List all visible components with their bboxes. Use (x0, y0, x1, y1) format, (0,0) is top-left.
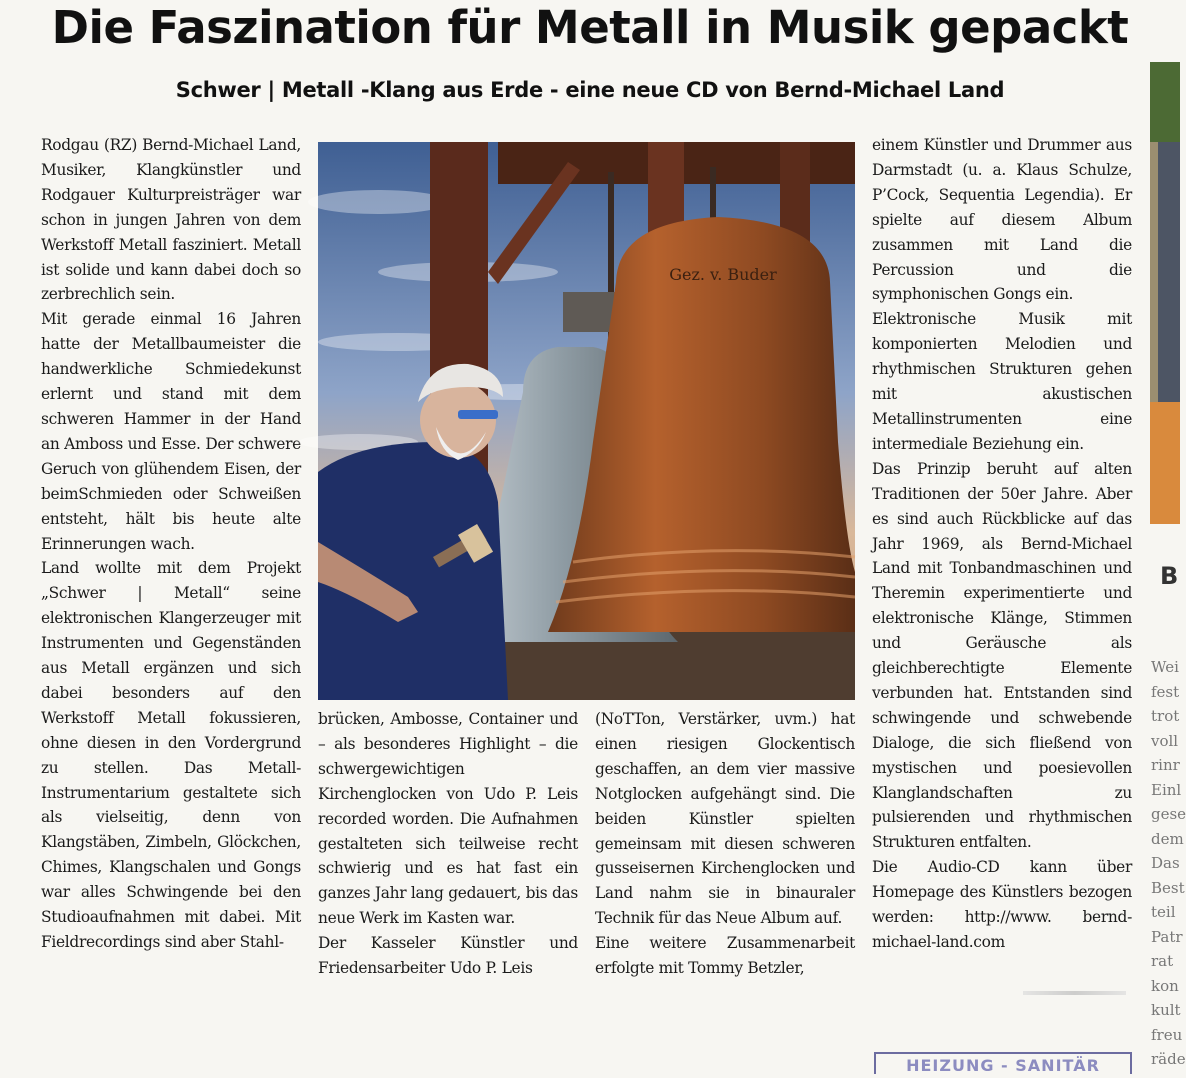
fragment: rat (1151, 952, 1174, 970)
faint-rule (1023, 991, 1126, 995)
fragment: gese (1151, 805, 1186, 823)
neighbor-text-fragments (1151, 655, 1186, 1072)
paragraph: Rodgau (RZ) Bernd-Michael Land, Musiker, Klangkünstler und Rodgauer Kulturpreisträger war schon in jungen Jahren von dem Werkstoff Metall fasziniert. Metall ist solide und kann dabei doch so zerbrechlich sein. (41, 136, 301, 304)
paragraph: einem Künstler und Drummer aus Darmstadt (u. a. Klaus Schulze, P’Cock, Sequentia Legendia). Er spielte auf diesem Album zusammen mit Land die Percussion und die symphonischen Gongs ein. (872, 136, 1132, 304)
paragraph: Die Audio-CD kann über Homepage des Künstlers bezogen werden: http://www. bernd-michael-land.com (872, 858, 1132, 951)
fragment: trot (1151, 707, 1180, 725)
fragment: dem (1151, 829, 1184, 848)
fragment: Einl (1151, 780, 1182, 799)
paragraph: Elektronische Musik mit komponierten Melodien und rhythmischen Strukturen gehen mit akustischen Metallinstrumenten eine intermediale Beziehung ein. (872, 310, 1132, 453)
bell-inscription: Gez. v. Buder (669, 265, 777, 284)
article-headline: Die Faszination für Metall in Musik gepackt (51, 1, 1129, 54)
fragment: Patr (1151, 927, 1183, 946)
fragment: rinr (1151, 756, 1180, 774)
paragraph: Das Prinzip beruht auf alten Traditionen der 50er Jahre. Aber es sind auch Rückblicke auf das Jahr 1969, als Bernd-Michael Land mit Tonbandmaschinen und Theremin experimentierte und elektronische Klänge, Stimmen und Geräusche als gleichberechtigte Elemente verbunden hat. Entstanden sind schwingende und schwebende Dialoge, die sich fließend von mystischen und poesievollen Klanglandschaften zu pulsierenden und rhythmischen Strukturen entfalten. (872, 459, 1132, 852)
fragment: Best (1151, 878, 1185, 897)
fragment: Wei (1151, 658, 1179, 676)
fragment: freu (1151, 1025, 1183, 1044)
fragment: teil (1151, 903, 1176, 921)
fragment: räde (1151, 1050, 1186, 1068)
article-column-3 (595, 707, 855, 981)
article-subheadline: Schwer | Metall -Klang aus Erde - eine neue CD von Bernd-Michael Land (175, 78, 1005, 102)
article-column-1 (41, 133, 301, 955)
neighbor-heading-letter: B (1160, 562, 1179, 590)
paragraph: Mit gerade einmal 16 Jahren hatte der Metallbaumeister die handwerkliche Schmiedekunst erlernt und stand mit dem schweren Hammer in der Hand an Amboss und Esse. Der schwere Geruch von glühendem Eisen, der beimSchmieden oder Schweißen entsteht, hält bis heute alte Erinnerungen wach. (41, 310, 301, 553)
fragment: voll (1151, 731, 1179, 750)
fragment: kon (1151, 976, 1179, 995)
fragment: Das (1151, 854, 1180, 872)
paragraph: (NoTTon, Verstärker, uvm.) hat einen riesigen Glockentisch geschaffen, an dem vier massive Notglocken aufgehängt sind. Die beiden Künstler spielten gemeinsam mit diesen schweren gusseisernen Kirchenglocken und Land nahm sie in binauraler Technik für das Neue Album auf. (595, 710, 855, 928)
paragraph: brücken, Ambosse, Container und – als besonderes Highlight – die schwergewichtigen Kirchenglocken von Udo P. Leis recorded worden. Die Aufnahmen gestalteten sich teilweise recht schwierig und es hat fast ein ganzes Jahr lang gedauert, bis das neue Werk im Kasten war. (318, 710, 578, 928)
neighbor-article-photo (1150, 62, 1180, 524)
fragment: kult (1151, 1001, 1181, 1019)
paragraph: Land wollte mit dem Projekt „Schwer | Metall“ seine elektronischen Klangerzeuger mit Instrumenten und Gegenständen aus Metall ergänzen und sich dabei besonders auf den Werkstoff Metall fokussieren, ohne diesen in den Vordergrund zu stellen. Das Metall-Instrumentarium gestaltete sich als vielseitig, denn von Klangstäben, Zimbeln, Glöckchen, Chimes, Klangschalen und Gongs war alles Schwingende bei den Studioaufnahmen mit dabei. Mit Fieldrecordings sind aber Stahl- (41, 559, 301, 951)
article-photo (318, 142, 855, 700)
ad-banner: HEIZUNG - SANITÄR (874, 1052, 1132, 1074)
paragraph: Eine weitere Zusammenarbeit erfolgte mit Tommy Betzler, (595, 934, 855, 978)
paragraph: Der Kasseler Künstler und Friedensarbeiter Udo P. Leis (318, 934, 578, 978)
article-column-2 (318, 707, 578, 981)
article-column-4 (872, 133, 1132, 955)
fragment: fest (1151, 682, 1180, 701)
